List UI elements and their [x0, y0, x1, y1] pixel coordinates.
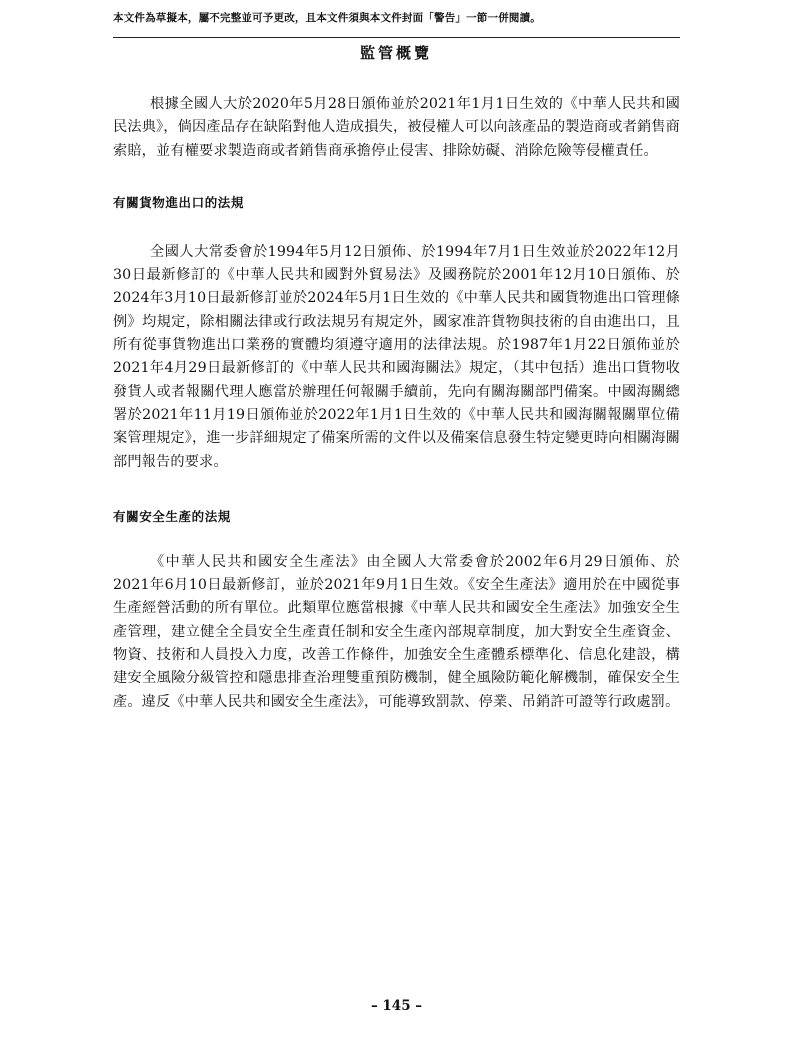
header-divider [113, 37, 680, 38]
import-export-heading: 有關貨物進出口的法規 [113, 194, 245, 210]
civil-code-paragraph: 根據全國人大於2020年5月28日頒佈並於2021年1月1日生效的《中華人民共和國民法典》，倘因產品存在缺陷對他人造成損失，被侵權人可以向該產品的製造商或者銷售商索賠，並有權要求製造商或者銷售商承擔停止侵害、排除妨礙、消除危險等侵權責任。 [113, 96, 680, 159]
draft-disclaimer: 本文件為草擬本，屬不完整並可予更改，且本文件須與本文件封面「警告」一節一併閱讀。 [113, 12, 541, 24]
page-title: 監管概覽 [359, 44, 432, 62]
work-safety-paragraph: 《中華人民共和國安全生產法》由全國人大常委會於2002年6月29日頒佈、於2021年6月10日最新修訂，並於2021年9月1日生效。《安全生產法》適用於在中國從事生產經營活動的所有單位。此類單位應當根據《中華人民共和國安全生產法》加強安全生產管理，建立健全全員安全生產責任制和安全生產內部規章制度，加大對安全生產資金、物資、技術和人員投入力度，改善工作條件，加強安全生產體系標準化、信息化建設，構建安全風險分級管控和隱患排查治理雙重預防機制，健全風險防範化解機制，確保安全生產。違反《中華人民共和國安全生產法》，可能導致罰款、停業、吊銷許可證等行政處罰。 [113, 553, 680, 710]
import-export-paragraph: 全國人大常委會於1994年5月12日頒佈、於1994年7月1日生效並於2022年12月30日最新修訂的《中華人民共和國對外貿易法》及國務院於2001年12月10日頒佈、於2024年3月10日最新修訂並於2024年5月1日生效的《中華人民共和國貨物進出口管理條例》均規定，除相關法律或行政法規另有規定外，國家准許貨物與技術的自由進出口，且所有從事貨物進出口業務的實體均須遵守適用的法律法規。於1987年1月22日頒佈並於2021年4月29日最新修訂的《中華人民共和國海關法》規定，（其中包括）進出口貨物收發貨人或者報關代理人應當於辦理任何報關手續前，先向有關海關部門備案。中國海關總署於2021年11月19日頒佈並於2022年1月1日生效的《中華人民共和國海關報關單位備案管理規定》，進一步詳細規定了備案所需的文件以及備案信息發生特定變更時向相關海關部門報告的要求。 [113, 243, 680, 470]
body-content [113, 93, 680, 714]
work-safety-heading: 有關安全生產的法規 [113, 508, 231, 524]
page-number: – 145 – [370, 998, 423, 1014]
